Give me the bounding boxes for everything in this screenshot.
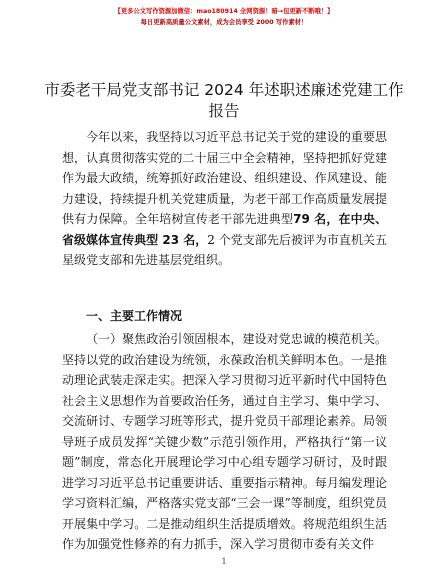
intro-bold-stats: 79 名，在中央、省级媒体宣传典型 23 名，	[62, 212, 387, 247]
page-number: 1	[221, 557, 227, 566]
intro-text-a: 今年以来，我坚持以习近平总书记关于党的建设的重要思想，认真贯彻落实党的二十届三中全会精神，坚持把抓好党建作为最大政绩，统筹抓好政治建设、组织建设、作风建设、能力建设，持续提升机关党建质量，为老干部工作高质量发展提供有力保障。全年培树宣传老干部先进典型	[62, 130, 387, 226]
body-paragraph: （一）聚焦政治引领固根本，建设对党忠诚的模范机关。坚持以党的政治建设为统领，永葆政治机关鲜明本色。一是推动理论武装走深走实。把深入学习贯彻习近平新时代中国特色社会主义思想作为首要政治任务，通过自主学习、集中学习、交流研讨、专题学习班等形式，提升党员干部理论素养。局领导班子成员发挥“关键少数”示范引领作用，严格执行“第一议题”制度，常态化开展理论学习中心组专题学习研讨，及时跟进学习习近平总书记重要讲话、重要指示精神。每月编发理论学习资料汇编，严格落实党支部“三会一课”等制度，组织党员开展集中学习。二是推动组织生活提质增效。将规范组织生活作为加强党性修养的有力抓手，深入学习贯彻市委有关文件	[62, 332, 387, 551]
section-heading: 一、主要工作情况	[86, 309, 183, 323]
intro-paragraph	[62, 127, 387, 271]
intro-text-b: 2 个党支部先后被评为市直机关五星级党支部和先进基层党组织。	[62, 232, 387, 267]
document-title: 市委老干局党支部书记 2024 年述职述廉述党建工作报告	[44, 81, 404, 120]
banner-line-2: 每日更新高质量公文素材，成为会员享受 2000 写作素材！	[140, 19, 308, 26]
banner-line-1: 【更多公文写作资源加微信：mao180914 全网资源！暗→包更新不断哦！】	[114, 8, 334, 15]
header-banner	[0, 6, 448, 28]
